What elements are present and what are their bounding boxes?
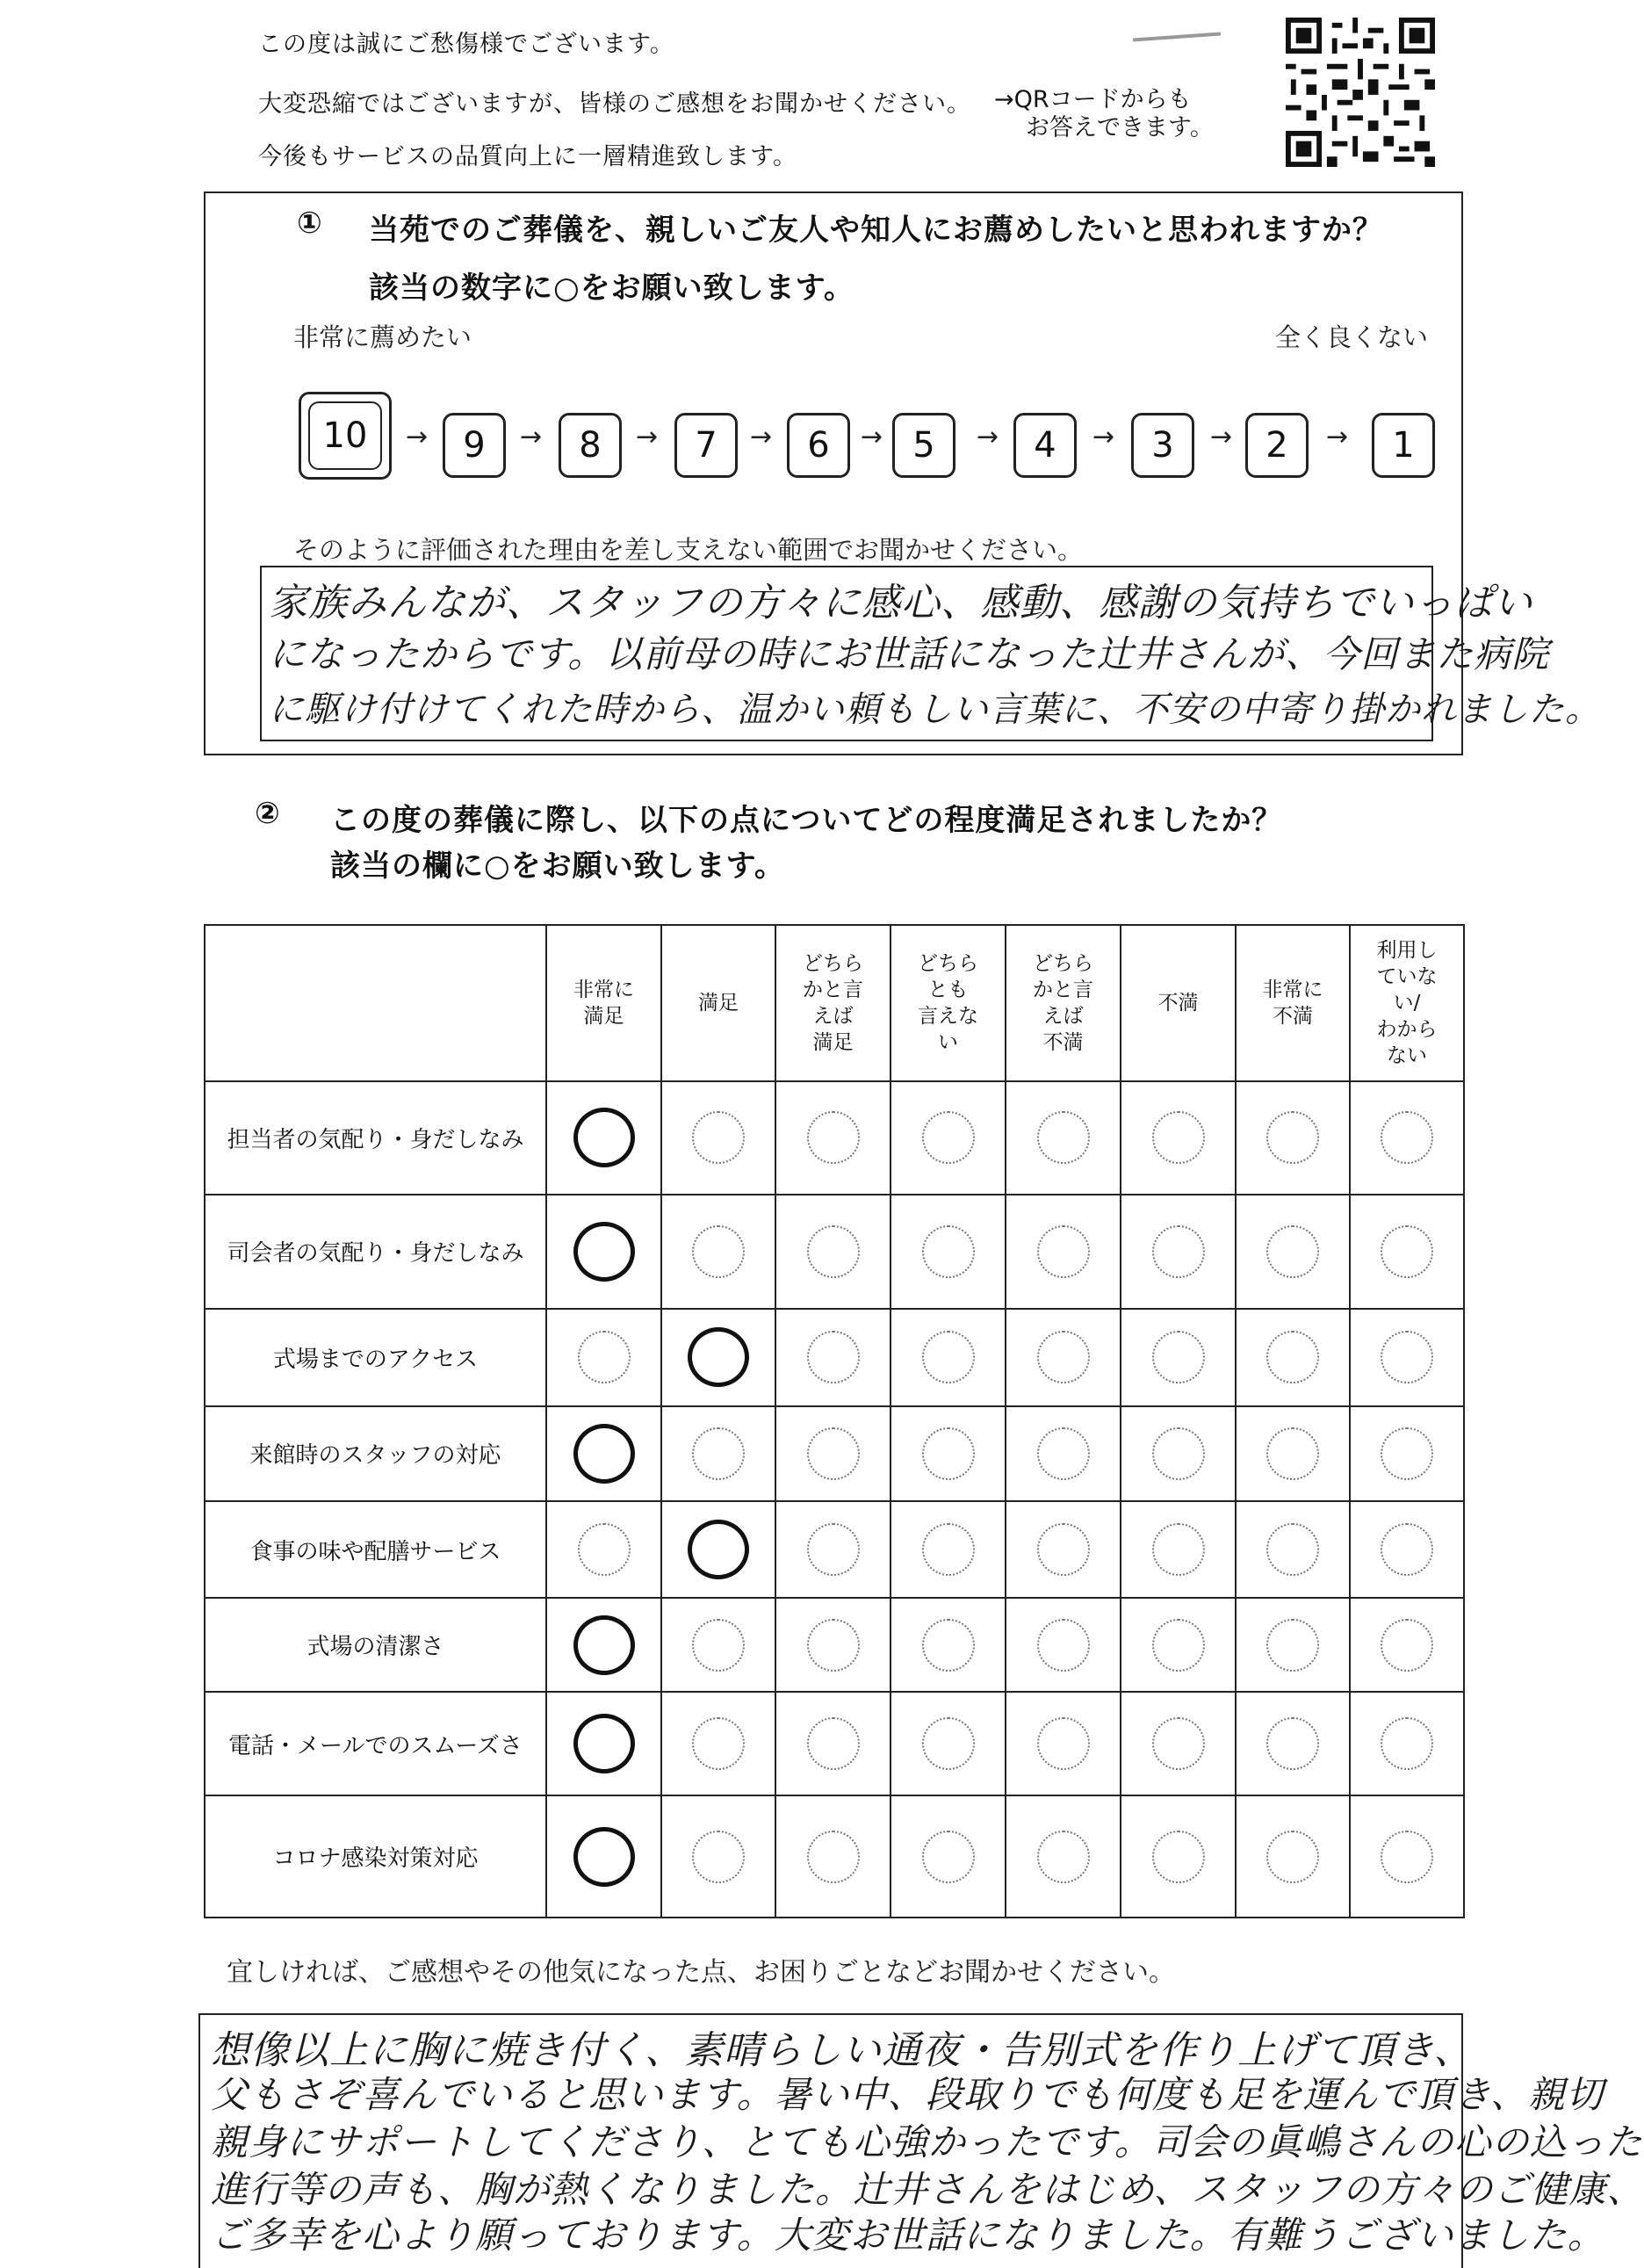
empty-circle-icon[interactable] (807, 1427, 860, 1480)
empty-circle-icon[interactable] (1152, 1331, 1205, 1383)
rating-2[interactable]: 2 (1245, 413, 1309, 478)
empty-circle-icon[interactable] (692, 1831, 745, 1883)
answer-cell[interactable] (1121, 1692, 1236, 1795)
column-header-line: かと言 (1033, 979, 1093, 1001)
table-row (205, 1501, 1464, 1598)
answer-cell[interactable] (1236, 1406, 1350, 1501)
answer-cell[interactable] (1350, 1692, 1464, 1795)
answer-cell[interactable] (775, 1406, 890, 1501)
table-row (205, 1195, 1464, 1310)
answer-cell[interactable] (775, 1195, 890, 1310)
empty-circle-icon[interactable] (692, 1619, 745, 1672)
qr-code-icon[interactable] (1282, 18, 1438, 167)
selected-circle-icon[interactable] (573, 1222, 635, 1282)
column-header-line: い/ (1393, 992, 1421, 1015)
empty-circle-icon[interactable] (1037, 1225, 1090, 1278)
answer-cell[interactable] (546, 1081, 661, 1195)
empty-circle-icon[interactable] (1037, 1331, 1090, 1383)
answer-cell[interactable] (890, 1195, 1006, 1310)
row-label: 担当者の気配り・身だしなみ (205, 1081, 546, 1195)
empty-circle-icon[interactable] (807, 1831, 860, 1883)
empty-circle-icon[interactable] (1037, 1523, 1090, 1576)
answer-cell[interactable] (546, 1598, 661, 1691)
answer-cell[interactable] (1121, 1081, 1236, 1195)
empty-circle-icon[interactable] (692, 1225, 745, 1278)
answer-cell[interactable] (1350, 1501, 1464, 1598)
intro-line-1: この度は誠にご愁傷様でございます。 (258, 31, 674, 58)
empty-circle-icon[interactable] (807, 1331, 860, 1383)
answer-cell[interactable] (775, 1081, 890, 1195)
answer-cell[interactable] (1121, 1406, 1236, 1501)
selected-circle-icon[interactable] (573, 1827, 635, 1887)
column-header-line: 満足 (698, 992, 739, 1015)
answer-cell[interactable] (775, 1309, 890, 1405)
column-header-line: 満足 (812, 1031, 854, 1054)
empty-circle-icon[interactable] (1381, 1225, 1433, 1278)
selected-circle-icon[interactable] (573, 1424, 635, 1484)
empty-circle-icon[interactable] (1037, 1831, 1090, 1883)
column-header-line: えば (812, 1005, 854, 1028)
empty-circle-icon[interactable] (807, 1717, 860, 1770)
column-header-5 (1121, 925, 1236, 1081)
intro-line-2: 大変恐縮ではございますが、皆様のご感想をお聞かせください。 (258, 90, 971, 118)
table-header-row (205, 925, 1464, 1081)
empty-circle-icon[interactable] (1381, 1717, 1433, 1770)
comment-line-3: 親身にサポートしてくださり、とても心強かったです。司会の眞嶋さんの心の込った (211, 2120, 1643, 2163)
answer-cell[interactable] (890, 1406, 1006, 1501)
answer-cell[interactable] (775, 1692, 890, 1795)
q2-instruction: 該当の欄に○をお願い致します。 (330, 849, 785, 884)
column-header-line: わから (1376, 1018, 1438, 1041)
q2-number: ② (255, 796, 281, 831)
answer-cell[interactable] (1121, 1309, 1236, 1405)
selected-circle-icon[interactable] (573, 1714, 635, 1773)
answer-cell[interactable] (1121, 1195, 1236, 1310)
column-header-line: 不満 (1157, 992, 1199, 1015)
answer-cell[interactable] (1121, 1795, 1236, 1918)
arrow-right-icon: → (861, 422, 883, 452)
column-header-line: どちら (803, 952, 863, 975)
empty-circle-icon[interactable] (807, 1619, 860, 1672)
rating-6[interactable]: 6 (787, 413, 850, 478)
column-header-3 (890, 925, 1006, 1081)
table-row (205, 1309, 1464, 1405)
rating-4[interactable]: 4 (1013, 413, 1077, 478)
q1-instruction: 該当の数字に○をお願い致します。 (369, 271, 854, 306)
answer-cell[interactable] (546, 1692, 661, 1795)
empty-circle-icon[interactable] (1381, 1831, 1433, 1883)
q1-number: ① (297, 206, 323, 241)
column-header-line: 満足 (583, 1005, 624, 1028)
rating-8[interactable]: 8 (559, 413, 622, 478)
empty-circle-icon[interactable] (807, 1523, 860, 1576)
column-header-line: とも (927, 979, 969, 1001)
column-header-line: 非常に (573, 979, 634, 1001)
empty-circle-icon[interactable] (1381, 1523, 1433, 1576)
table-row (205, 1598, 1464, 1691)
comment-line-5: ご多幸を心より願っております。大変お世話になりました。有難うございました。 (211, 2214, 1605, 2257)
answer-cell[interactable] (1236, 1795, 1350, 1918)
answer-cell[interactable] (890, 1692, 1006, 1795)
answer-cell[interactable] (890, 1598, 1006, 1691)
column-header-line: どちら (918, 952, 978, 975)
table-row (205, 1692, 1464, 1795)
answer-cell[interactable] (1006, 1598, 1121, 1691)
answer-cell[interactable] (1236, 1501, 1350, 1598)
empty-circle-icon[interactable] (1152, 1831, 1205, 1883)
empty-circle-icon[interactable] (1266, 1619, 1319, 1672)
rating-7[interactable]: 7 (674, 413, 738, 478)
answer-cell[interactable] (1350, 1598, 1464, 1691)
arrow-right-icon: → (1092, 422, 1115, 452)
answer-cell[interactable] (890, 1795, 1006, 1918)
selected-circle-icon[interactable] (573, 1615, 635, 1675)
answer-cell[interactable] (546, 1195, 661, 1310)
empty-circle-icon[interactable] (1266, 1523, 1319, 1576)
empty-circle-icon[interactable] (1381, 1331, 1433, 1383)
empty-circle-icon[interactable] (1152, 1225, 1205, 1278)
answer-cell[interactable] (1350, 1081, 1464, 1195)
empty-circle-icon[interactable] (922, 1619, 975, 1672)
column-header-line: 不満 (1042, 1031, 1084, 1054)
column-header-2 (775, 925, 890, 1081)
empty-circle-icon[interactable] (1037, 1717, 1090, 1770)
q2-title: この度の葬儀に際し、以下の点についてどの程度満足されましたか？ (330, 803, 1283, 838)
column-header-line: い (938, 1031, 958, 1054)
answer-cell[interactable] (546, 1795, 661, 1918)
arrow-right-icon: → (520, 422, 543, 452)
answer-cell[interactable] (1236, 1692, 1350, 1795)
empty-circle-icon[interactable] (578, 1331, 631, 1383)
empty-circle-icon[interactable] (922, 1831, 975, 1883)
qr-note-2: お答えできます。 (1026, 114, 1214, 141)
answer-cell[interactable] (1006, 1795, 1121, 1918)
column-header-6 (1236, 925, 1350, 1081)
rating-10-selected[interactable] (299, 392, 392, 480)
column-header-line: ない (1387, 1044, 1427, 1067)
empty-circle-icon[interactable] (1381, 1111, 1433, 1164)
column-header-line: 不満 (1273, 1005, 1313, 1028)
empty-circle-icon[interactable] (1266, 1225, 1319, 1278)
table-row (205, 1406, 1464, 1501)
empty-circle-icon[interactable] (922, 1523, 975, 1576)
answer-cell[interactable] (1350, 1406, 1464, 1501)
selected-circle-icon[interactable] (688, 1520, 749, 1579)
intro-line-3: 今後もサービスの品質向上に一層精進致します。 (258, 143, 797, 170)
empty-circle-icon[interactable] (692, 1427, 745, 1480)
column-header-4 (1006, 925, 1121, 1081)
empty-circle-icon[interactable] (1152, 1427, 1205, 1480)
row-label: 式場までのアクセス (205, 1309, 546, 1405)
answer-cell[interactable] (890, 1309, 1006, 1405)
answer-cell[interactable] (1006, 1692, 1121, 1795)
header-blank (205, 925, 546, 1081)
selected-circle-icon[interactable] (688, 1327, 749, 1387)
answer-cell[interactable] (546, 1309, 661, 1405)
column-header-line: かと言 (803, 979, 863, 1001)
reason-line-2: になったからです。以前母の時にお世話になった辻井さんが、今回また病院 (269, 632, 1550, 675)
reason-prompt: そのように評価された理由を差し支えない範囲でお聞かせください。 (293, 535, 1084, 565)
empty-circle-icon[interactable] (922, 1717, 975, 1770)
empty-circle-icon[interactable] (1266, 1331, 1319, 1383)
answer-cell[interactable] (1006, 1081, 1121, 1195)
empty-circle-icon[interactable] (692, 1717, 745, 1770)
answer-cell[interactable] (661, 1598, 775, 1691)
answer-cell[interactable] (546, 1406, 661, 1501)
answer-cell[interactable] (1006, 1309, 1121, 1405)
empty-circle-icon[interactable] (578, 1523, 631, 1576)
scale-right-label: 全く良くない (1275, 322, 1429, 352)
answer-cell[interactable] (546, 1501, 661, 1598)
row-label: 電話・メールでのスムーズさ (205, 1692, 546, 1795)
column-header-7 (1350, 925, 1464, 1081)
empty-circle-icon[interactable] (1037, 1111, 1090, 1164)
q1-title: 当苑でのご葬儀を、親しいご友人や知人にお薦めしたいと思われますか？ (369, 213, 1383, 248)
empty-circle-icon[interactable] (1152, 1523, 1205, 1576)
answer-cell[interactable] (1350, 1795, 1464, 1918)
answer-cell[interactable] (1236, 1598, 1350, 1691)
answer-cell[interactable] (661, 1406, 775, 1501)
column-header-1 (661, 925, 775, 1081)
empty-circle-icon[interactable] (1266, 1717, 1319, 1770)
answer-cell[interactable] (1236, 1309, 1350, 1405)
empty-circle-icon[interactable] (922, 1225, 975, 1278)
answer-cell[interactable] (661, 1795, 775, 1918)
rating-5[interactable]: 5 (892, 413, 955, 478)
empty-circle-icon[interactable] (1037, 1427, 1090, 1480)
answer-cell[interactable] (1006, 1195, 1121, 1310)
empty-circle-icon[interactable] (1266, 1111, 1319, 1164)
empty-circle-icon[interactable] (922, 1331, 975, 1383)
answer-cell[interactable] (661, 1081, 775, 1195)
column-header-line: 言えな (918, 1005, 978, 1028)
answer-cell[interactable] (775, 1598, 890, 1691)
answer-cell[interactable] (1350, 1309, 1464, 1405)
empty-circle-icon[interactable] (1266, 1427, 1319, 1480)
selected-circle-icon[interactable] (573, 1108, 635, 1167)
empty-circle-icon[interactable] (1381, 1427, 1433, 1480)
comment-prompt: 宜しければ、ご感想やその他気になった点、お困りごとなどお聞かせください。 (227, 1957, 1175, 1988)
empty-circle-icon[interactable] (1152, 1717, 1205, 1770)
rating-1[interactable]: 1 (1372, 413, 1435, 478)
arrow-right-icon: → (406, 422, 429, 452)
table-row (205, 1795, 1464, 1918)
answer-cell[interactable] (890, 1081, 1006, 1195)
column-header-line: ていな (1376, 965, 1438, 988)
arrow-right-icon: → (977, 422, 999, 452)
row-label: 来館時のスタッフの対応 (205, 1406, 546, 1501)
answer-cell[interactable] (661, 1195, 775, 1310)
answer-cell[interactable] (1121, 1598, 1236, 1691)
arrow-right-icon: → (1210, 422, 1233, 452)
answer-cell[interactable] (890, 1501, 1006, 1598)
comment-line-2: 父もさぞ喜んでいると思います。暑い中、段取りでも何度も足を運んで頂き、親切 (211, 2073, 1604, 2116)
scale-left-label: 非常に薦めたい (293, 322, 472, 352)
answer-cell[interactable] (1236, 1081, 1350, 1195)
empty-circle-icon[interactable] (1152, 1111, 1205, 1164)
reason-line-3: に駆け付けてくれた時から、温かい頼もしい言葉に、不安の中寄り掛かれました。 (269, 690, 1601, 730)
empty-circle-icon[interactable] (1266, 1831, 1319, 1883)
answer-cell[interactable] (1350, 1195, 1464, 1310)
empty-circle-icon[interactable] (692, 1111, 745, 1164)
answer-cell[interactable] (661, 1309, 775, 1405)
answer-cell[interactable] (661, 1501, 775, 1598)
comment-line-4: 進行等の声も、胸が熱くなりました。辻井さんをはじめ、スタッフの方々のご健康、 (211, 2168, 1644, 2211)
empty-circle-icon[interactable] (1152, 1619, 1205, 1672)
column-header-line: えば (1042, 1005, 1084, 1028)
answer-cell[interactable] (1006, 1501, 1121, 1598)
qr-note-1: →QRコードからも (994, 86, 1192, 113)
arrow-right-icon: → (636, 422, 659, 452)
table-row (205, 1081, 1464, 1195)
rating-3[interactable]: 3 (1131, 413, 1194, 478)
row-label: 司会者の気配り・身だしなみ (205, 1195, 546, 1310)
answer-cell[interactable] (1121, 1501, 1236, 1598)
arrow-right-icon: → (1326, 422, 1349, 452)
arrow-right-icon: → (750, 422, 773, 452)
answer-cell[interactable] (1236, 1195, 1350, 1310)
answer-cell[interactable] (775, 1501, 890, 1598)
answer-cell[interactable] (1006, 1406, 1121, 1501)
comment-line-1: 想像以上に胸に焼き付く、素晴らしい通夜・告別式を作り上げて頂き、 (211, 2028, 1474, 2073)
row-label: コロナ感染対策対応 (205, 1795, 546, 1918)
empty-circle-icon[interactable] (1037, 1619, 1090, 1672)
rating-9[interactable]: 9 (443, 413, 506, 478)
satisfaction-table (204, 924, 1465, 1918)
empty-circle-icon[interactable] (807, 1225, 860, 1278)
answer-cell[interactable] (661, 1692, 775, 1795)
rating-10-value: 10 (308, 401, 382, 470)
empty-circle-icon[interactable] (922, 1427, 975, 1480)
pen-mark (1133, 33, 1221, 42)
empty-circle-icon[interactable] (922, 1111, 975, 1164)
answer-cell[interactable] (775, 1795, 890, 1918)
reason-line-1: 家族みんなが、スタッフの方々に感心、感動、感謝の気持ちでいっぱい (269, 581, 1533, 625)
empty-circle-icon[interactable] (1381, 1619, 1433, 1672)
row-label: 食事の味や配膳サービス (205, 1501, 546, 1598)
row-label: 式場の清潔さ (205, 1598, 546, 1691)
column-header-0 (546, 925, 661, 1081)
column-header-line: 利用し (1376, 939, 1438, 962)
column-header-line: 非常に (1262, 979, 1323, 1001)
column-header-line: どちら (1033, 952, 1093, 975)
empty-circle-icon[interactable] (807, 1111, 860, 1164)
